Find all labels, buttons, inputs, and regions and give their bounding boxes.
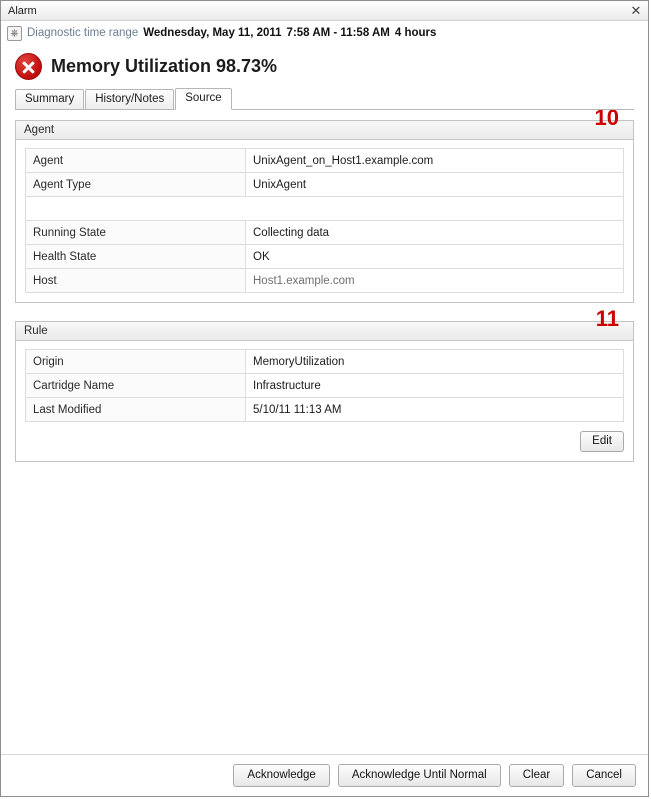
acknowledge-button[interactable]: Acknowledge [233,764,329,787]
running-state-key: Running State [26,221,246,245]
alarm-heading [1,45,648,88]
error-icon [15,53,42,80]
diagnostic-range-label: Diagnostic time range [27,27,139,39]
table-row [26,245,624,269]
cancel-button[interactable]: Cancel [572,764,636,787]
rule-actions [25,422,624,452]
host-value: Host1.example.com [246,269,624,293]
agent-panel [15,110,634,303]
callout-10: 10 [594,110,619,130]
rule-properties-table [25,349,624,422]
edit-button[interactable]: Edit [580,431,624,452]
tab-summary[interactable]: Summary [15,89,84,110]
table-row [26,374,624,398]
last-modified-key: Last Modified [26,398,246,422]
agent-type-key: Agent Type [26,173,246,197]
agent-panel-body [16,140,633,302]
diagnostic-range-duration: 4 hours [394,27,437,39]
dialog-footer [1,754,648,796]
diagnostic-range-times: 7:58 AM - 11:58 AM [286,27,390,39]
rule-panel-header: Rule [16,322,633,341]
close-icon[interactable]: ✕ [630,2,642,18]
cartridge-name-value: Infrastructure [246,374,624,398]
agent-panel-header: Agent [16,121,633,140]
agent-properties-table [25,148,624,293]
diagnostic-range-date: Wednesday, May 11, 2011 [143,27,282,39]
tab-underline [15,109,634,110]
last-modified-value: 5/10/11 11:13 AM [246,398,624,422]
table-row [26,398,624,422]
tab-history-notes[interactable]: History/Notes [85,89,174,110]
table-row [26,221,624,245]
rule-panel-body [16,341,633,461]
table-row [26,173,624,197]
title-bar [1,1,648,21]
table-row [26,149,624,173]
origin-key: Origin [26,350,246,374]
agent-value: UnixAgent_on_Host1.example.com [246,149,624,173]
rule-panel [15,306,634,462]
host-key: Host [26,269,246,293]
table-spacer [26,197,624,221]
running-state-value: Collecting data [246,221,624,245]
health-state-value: OK [246,245,624,269]
cartridge-name-key: Cartridge Name [26,374,246,398]
page-title: Memory Utilization 98.73% [51,56,278,76]
callout-11: 11 [595,306,619,331]
source-tab-content [1,110,648,754]
origin-value: MemoryUtilization [246,350,624,374]
acknowledge-until-normal-button[interactable]: Acknowledge Until Normal [338,764,501,787]
health-state-key: Health State [26,245,246,269]
tab-source[interactable]: Source [175,88,231,110]
agent-type-value: UnixAgent [246,173,624,197]
tab-bar [1,88,648,110]
agent-key: Agent [26,149,246,173]
table-row [26,269,624,293]
window-title: Alarm [8,4,37,17]
clear-button[interactable]: Clear [509,764,564,787]
power-icon[interactable]: ⎈ [7,26,22,41]
diagnostic-time-range-bar [1,21,648,45]
table-row [26,350,624,374]
